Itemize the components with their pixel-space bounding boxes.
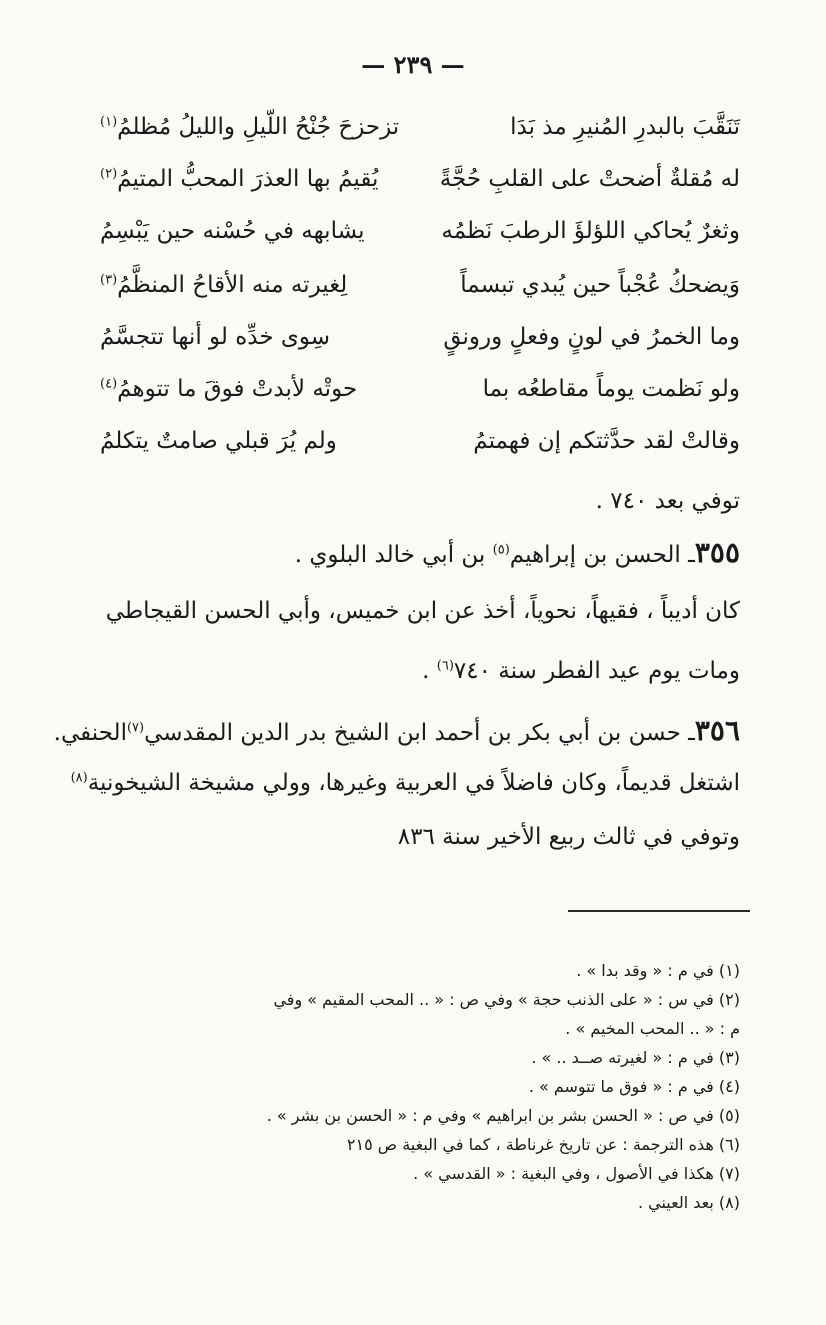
footnote-ref: (٤) (100, 376, 118, 392)
footnote: (١) في م : « وقد بدا » . (576, 961, 740, 980)
verse-first-hemistich: وما الخمرُ في لونٍ وفعلٍ ورونقٍ (443, 324, 740, 350)
entry-355-death: ومات يوم عيد الفطر سنة ٧٤٠$^{(٦)}$ . (422, 658, 740, 684)
footnote: (٥) في ص : « الحسن بشر بن ابراهيم » وفي م : « الحسن بن بشر » . (266, 1106, 740, 1125)
footnotes (80, 956, 740, 1217)
verse-first-hemistich: وثغرٌ يُحاكي اللؤلؤَ الرطبَ نَظمُه (441, 218, 740, 244)
footnote-ref: (٦) (436, 658, 454, 674)
footnote-ref: (٨) (70, 770, 88, 786)
verse-second-hemistich: حوتْه لأبدتْ فوقَ ما تتوهمُ$^{(٤)}$ (100, 376, 358, 402)
footnote: (٤) في م : « فوق ما تتوسم » . (528, 1077, 740, 1096)
footnote: (٣) في م : « لغيرته صــد .. » . (531, 1048, 740, 1067)
verse-row (100, 418, 740, 466)
entry-number: ٣٥٦ (694, 714, 740, 747)
footnote-ref: (٥) (492, 542, 510, 558)
footnote-separator (568, 910, 750, 912)
verse-row (100, 208, 740, 256)
entry-356-body: اشتغل قديماً، وكان فاضلاً في العربية وغيرها، وولي مشيخة الشيخونية$^{(٨)}$ (70, 770, 740, 796)
verse-second-hemistich: يُقيمُ بها العذرَ المحبُّ المتيمُ$^{(٢)}$ (100, 166, 379, 192)
verse-second-hemistich: لِغيرته منه الأقاحُ المنظَّمُ$^{(٣)}$ (100, 272, 348, 298)
verse-first-hemistich: ولو نَظمت يوماً مقاطعُه بما (482, 376, 740, 402)
entry-355-body: كان أديباً ، فقيهاً، نحوياً، أخذ عن ابن خميس، وأبي الحسن القيجاطي (105, 598, 740, 624)
footnote: (٧) هكذا في الأصول ، وفي البغية : « القدسي » . (413, 1164, 740, 1183)
verse-row (100, 366, 740, 414)
page-number: — ٢٣٩ — (361, 50, 465, 79)
verse-first-hemistich: له مُقلةٌ أضحتْ على القلبِ حُجَّةً (439, 166, 740, 192)
footnote: (٢) في س : « على الذنب حجة » وفي ص : « .. المحب المقيم » وفي (273, 990, 740, 1009)
entry-356-heading: ٣٥٦ـ حسن بن أبي بكر بن أحمد ابن الشيخ بدر الدين المقدسي$^{(٧)}$الحنفي. (53, 714, 740, 747)
entry-number: ٣٥٥ (694, 536, 740, 569)
verse-second-hemistich: سِوى خدِّه لو أنها تتجسَّمُ (100, 324, 331, 350)
footnote: م : « .. المحب المخيم » . (565, 1019, 740, 1038)
verse-row (100, 262, 740, 310)
entry-355-heading: ٣٥٥ـ الحسن بن إبراهيم$^{(٥)}$ بن أبي خالد البلوي . (294, 536, 740, 569)
verse-second-hemistich: تزحزحَ جُنْحُ اللّيلِ والليلُ مُظلمُ$^{(١)}$ (100, 114, 400, 140)
footnote-ref: (١) (100, 114, 118, 130)
verse-row (100, 104, 740, 152)
footnote: (٨) بعد العيني . (637, 1193, 740, 1212)
verse-first-hemistich: تَنَقَّبَ بالبدرِ المُنيرِ مذ بَدَا (510, 114, 740, 140)
footnote-ref: (٧) (126, 720, 145, 736)
verse-first-hemistich: وَيضحكُ عُجْباً حين يُبدي تبسماً (460, 272, 740, 298)
footnote: (٦) هذه الترجمة : عن تاريخ غرناطة ، كما في البغية ص ٢١٥ (346, 1135, 740, 1154)
verse-row (100, 156, 740, 204)
death-note: توفي بعد ٧٤٠ . (595, 488, 740, 514)
footnote-ref: (٣) (100, 272, 118, 288)
verse-second-hemistich: ولم يُرَ قبلي صامتٌ يتكلمُ (100, 428, 337, 454)
verse-row (100, 314, 740, 362)
verse-first-hemistich: وقالتْ لقد حدَّثتكم إن فهمتمُ (473, 428, 740, 454)
verse-second-hemistich: يشابهه في حُسْنه حين يَبْسِمُ (100, 218, 365, 244)
entry-356-death: وتوفي في ثالث ربيع الأخير سنة ٨٣٦ (397, 824, 740, 850)
footnote-ref: (٢) (100, 166, 118, 182)
